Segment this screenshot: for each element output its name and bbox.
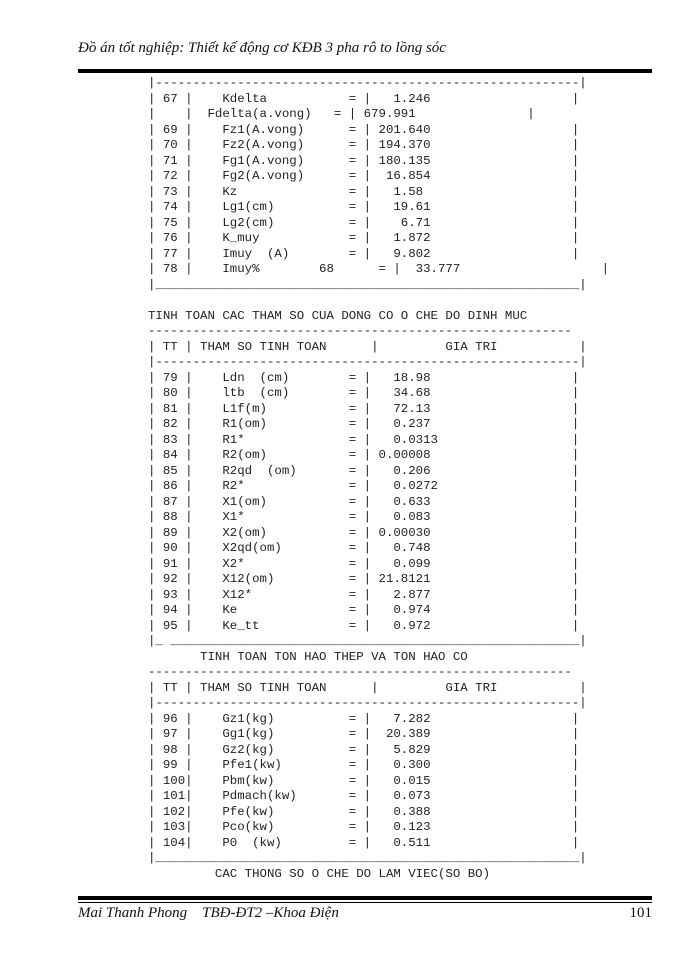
listing-line: | 89 | X2(om) = | 0.00030 | (148, 525, 580, 540)
calculation-listing (148, 76, 609, 882)
footer-rule-thin (78, 902, 652, 903)
listing-line: | 92 | X12(om) = | 21.8121 | (148, 572, 580, 586)
listing-line: | 81 | L1f(m) = | 72.13 | (148, 401, 580, 416)
listing-line: TINH TOAN TON HAO THEP VA TON HAO CO (148, 649, 468, 664)
listing-line: | 93 | X12* = | 2.877 | (148, 587, 580, 602)
page-header-title: Đồ án tốt nghiệp: Thiết kế động cơ KĐB 3 pha rô to lồng sóc (78, 40, 446, 56)
listing-line: | 69 | Fz1(A.vong) = | 201.640 | (148, 122, 580, 137)
listing-line: CAC THONG SO O CHE DO LAM VIEC(SO BO) (148, 866, 491, 881)
listing-line: | 83 | R1* = | 0.0313 | (148, 432, 580, 447)
listing-line: | 70 | Fz2(A.vong) = | 194.370 | (148, 138, 580, 152)
listing-line: |---------------------------------------------------------| (148, 355, 587, 369)
listing-line: |_ _______________________________________________________| (148, 634, 587, 648)
listing-line: |---------------------------------------------------------| (148, 76, 587, 90)
listing-line: | 90 | X2qd(om) = | 0.748 | (148, 541, 580, 555)
listing-line: | | Fdelta(a.vong) = | 679.991 | (148, 107, 535, 121)
listing-line: | 73 | Kz = | 1.58 | (148, 184, 580, 199)
listing-line: | 80 | ltb (cm) = | 34.68 | (148, 386, 580, 400)
listing-line: | 67 | Kdelta = | 1.246 | (148, 91, 580, 106)
listing-line: |_________________________________________________________| (148, 851, 587, 865)
listing-line: | 104| P0 (kw) = | 0.511 | (148, 835, 580, 850)
listing-line: | 103| Pco(kw) = | 0.123 | (148, 820, 580, 834)
listing-line: | 96 | Gz1(kg) = | 7.282 | (148, 711, 580, 726)
listing-line: |_________________________________________________________| (148, 277, 587, 292)
listing-line: | 84 | R2(om) = | 0.00008 | (148, 448, 580, 462)
listing-line: | 85 | R2qd (om) = | 0.206 | (148, 463, 580, 478)
listing-line: | 99 | Pfe1(kw) = | 0.300 | (148, 758, 580, 772)
header-rule-thick (78, 69, 652, 73)
listing-line: | 77 | Imuy (A) = | 9.802 | (148, 246, 580, 261)
listing-line: | 91 | X2* = | 0.099 | (148, 556, 580, 571)
listing-line: | 76 | K_muy = | 1.872 | (148, 231, 580, 245)
listing-line: | 79 | Ldn (cm) = | 18.98 | (148, 370, 580, 385)
listing-line: | 95 | Ke_tt = | 0.972 | (148, 618, 580, 633)
page-number: 101 (629, 905, 652, 921)
listing-line: | 71 | Fg1(A.vong) = | 180.135 | (148, 153, 580, 168)
listing-line: | TT | THAM SO TINH TOAN | GIA TRI | (148, 680, 587, 695)
footer-author-text: Mai Thanh Phong TBĐ-ĐT2 –Khoa Điện (78, 905, 339, 921)
listing-line: | 74 | Lg1(cm) = | 19.61 | (148, 200, 580, 214)
listing-line: | 94 | Ke = | 0.974 | (148, 603, 580, 617)
listing-line: |---------------------------------------------------------| (148, 696, 587, 710)
listing-line: | 72 | Fg2(A.vong) = | 16.854 | (148, 169, 580, 183)
listing-line: --------------------------------------------------------- (148, 324, 572, 338)
listing-line: | 101| Pdmach(kw) = | 0.073 | (148, 789, 580, 803)
footer-rule-thick (78, 896, 652, 900)
listing-line: | TT | THAM SO TINH TOAN | GIA TRI | (148, 339, 587, 354)
listing-line: | 78 | Imuy% 68 = | 33.777 | (148, 262, 610, 276)
listing-line: | 75 | Lg2(cm) = | 6.71 | (148, 215, 580, 230)
listing-line: TINH TOAN CAC THAM SO CUA DONG CO O CHE DO DINH MUC (148, 308, 528, 323)
listing-line (148, 293, 609, 309)
listing-line: --------------------------------------------------------- (148, 665, 572, 679)
listing-line: | 88 | X1* = | 0.083 | (148, 510, 580, 524)
listing-line: | 98 | Gz2(kg) = | 5.829 | (148, 742, 580, 757)
listing-line: | 87 | X1(om) = | 0.633 | (148, 494, 580, 509)
listing-line: | 82 | R1(om) = | 0.237 | (148, 417, 580, 431)
listing-line: | 102| Pfe(kw) = | 0.388 | (148, 804, 580, 819)
listing-line: | 97 | Gg1(kg) = | 20.389 | (148, 727, 580, 741)
listing-line: | 86 | R2* = | 0.0272 | (148, 479, 580, 493)
listing-line: | 100| Pbm(kw) = | 0.015 | (148, 773, 580, 788)
